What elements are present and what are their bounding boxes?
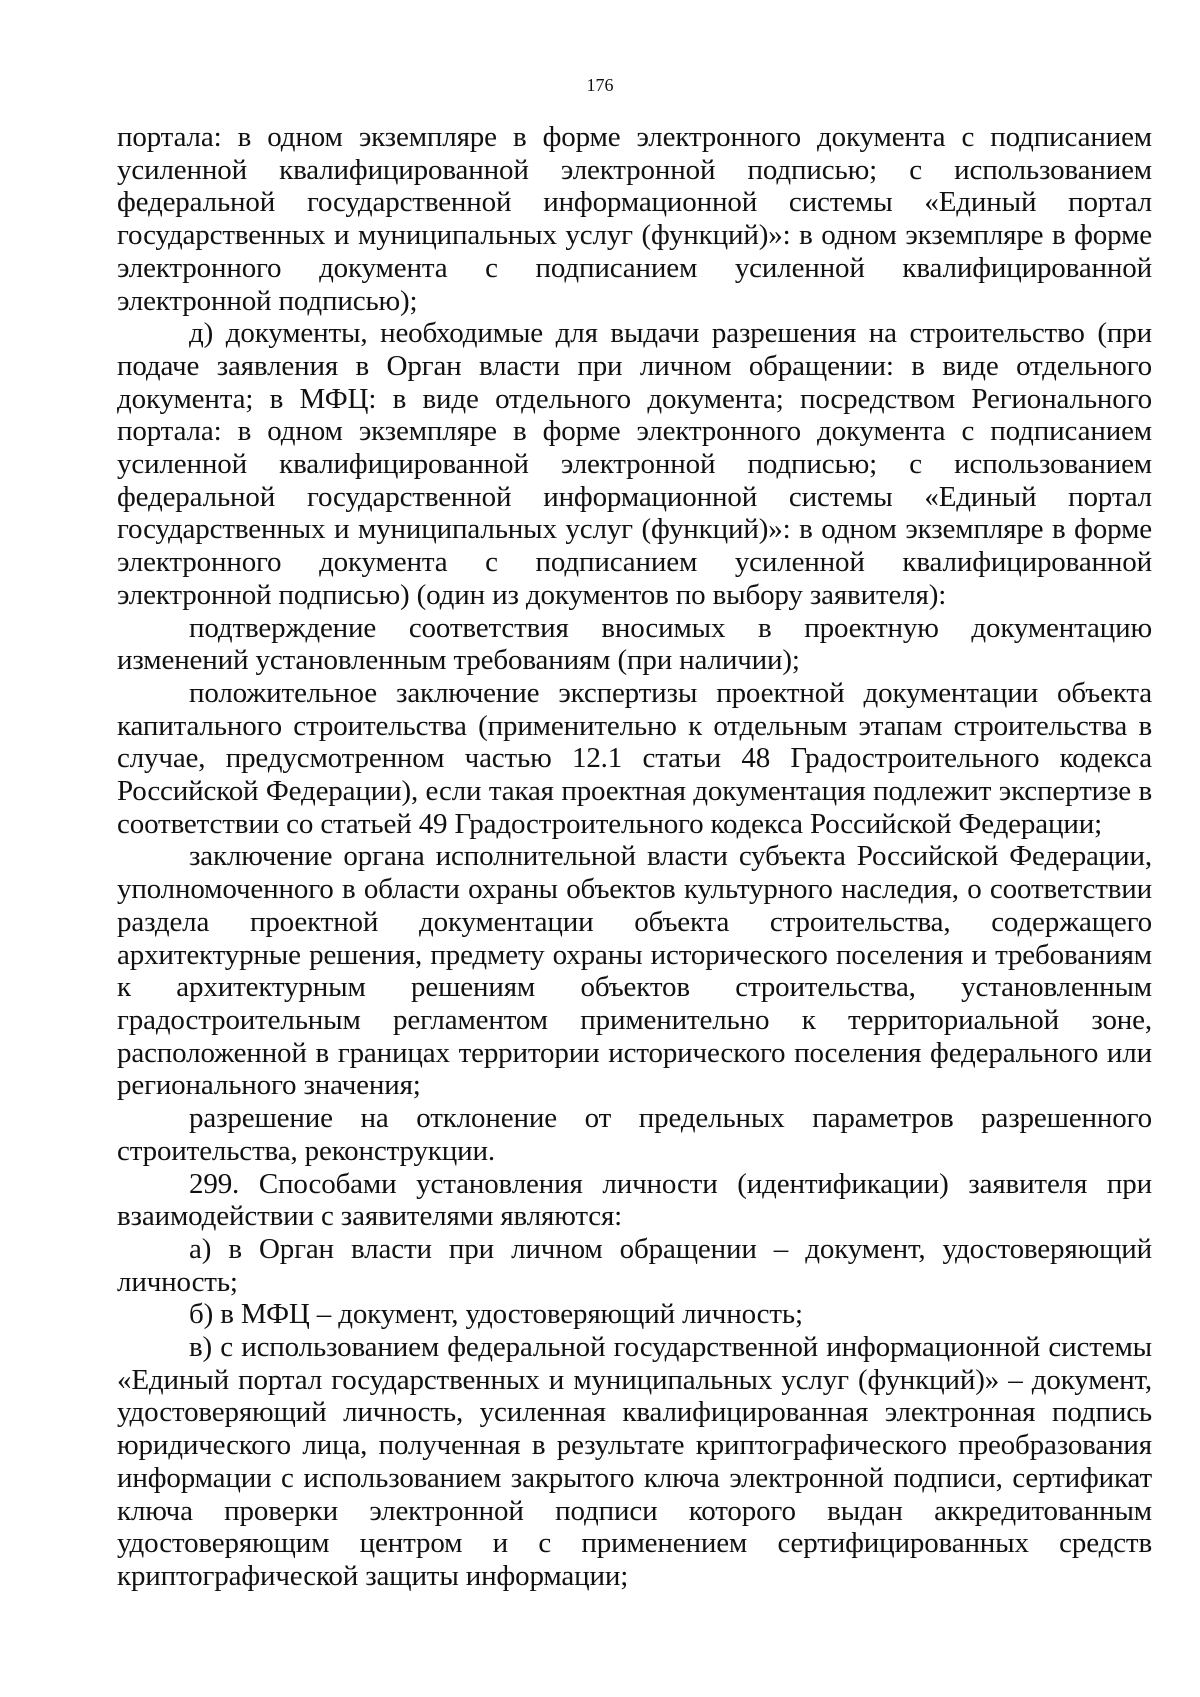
- paragraph-item-d-documents: д) документы, необходимые для выдачи разрешения на строительство (при подаче заявления в Орган власти при личном обращении: в виде отдельного документа; в МФЦ: в виде отдельного документа; посредством Регионального портала: в одном экземпляре в форме электронного документа с подписанием усиленной квалифицированной электронной подписью; с использованием федеральной государственной информационной системы «Единый портал государственных и муниципальных услуг (функций)»: в одном экземпляре в форме электронного документа с подписанием усиленной квалифицированной электронной подписью) (один из документов по выбору заявителя):: [117, 317, 1152, 611]
- paragraph-portal-continuation: портала: в одном экземпляре в форме электронного документа с подписанием усиленной квалифицированной электронной подписью; с использованием федеральной государственной информационной системы «Единый портал государственных и муниципальных услуг (функций)»: в одном экземпляре в форме электронного документа с подписанием усиленной квалифицированной электронной подписью);: [117, 121, 1152, 317]
- paragraph-item-299: 299. Способами установления личности (идентификации) заявителя при взаимодействии с заявителями являются:: [117, 1167, 1152, 1233]
- paragraph-item-a: а) в Орган власти при личном обращении – документ, удостоверяющий личность;: [117, 1232, 1152, 1298]
- page-number: 176: [586, 75, 614, 95]
- paragraph-confirmation-of-compliance: подтверждение соответствия вносимых в проектную документацию изменений установленным требованиям (при наличии);: [117, 611, 1152, 677]
- paragraph-positive-expert-conclusion: положительное заключение экспертизы проектной документации объекта капитального строительства (применительно к отдельным этапам строительства в случае, предусмотренном частью 12.1 статьи 48 Градостроительного кодекса Российской Федерации), если такая проектная документация подлежит экспертизе в соответствии со статьей 49 Градостроительного кодекса Российской Федерации;: [117, 676, 1152, 840]
- paragraph-item-v: в) с использованием федеральной государственной информационной системы «Единый портал государственных и муниципальных услуг (функций)» – документ, удостоверяющий личность, усиленная квалифицированная электронная подпись юридического лица, полученная в результате криптографического преобразования информации с использованием закрытого ключа электронной подписи, сертификат ключа проверки электронной подписи которого выдан аккредитованным удостоверяющим центром и с применением сертифицированных средств криптографической защиты информации;: [117, 1331, 1152, 1592]
- document-body: [117, 121, 1152, 1593]
- paragraph-cultural-heritage-conclusion: заключение органа исполнительной власти субъекта Российской Федерации, уполномоченного в области охраны объектов культурного наследия, о соответствии раздела проектной документации объекта строительства, содержащего архитектурные решения, предмету охраны исторического поселения и требованиям к архитектурным решениям объектов строительства, установленным градостроительным регламентом применительно к территориальной зоне, расположенной в границах территории исторического поселения федерального или регионального значения;: [117, 840, 1152, 1102]
- paragraph-deviation-permit: разрешение на отклонение от предельных параметров разрешенного строительства, реконструкции.: [117, 1102, 1152, 1167]
- paragraph-item-b: б) в МФЦ – документ, удостоверяющий личность;: [189, 1298, 803, 1331]
